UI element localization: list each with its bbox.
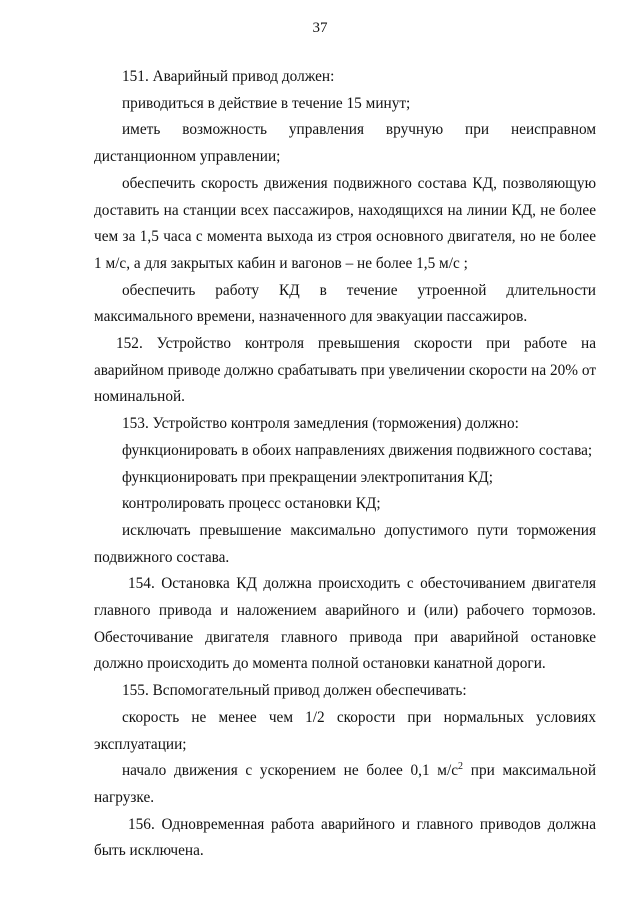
acceleration-text-start: начало движения с ускорением не более 0,1 м/с [122, 762, 459, 780]
paragraph-155-item-acceleration [94, 758, 596, 811]
paragraph-154: 154. Остановка КД должна происходить с обесточиванием двигателя главного привода и наложением аварийного и (или) рабочего тормозов. Обесточивание двигателя главного привода при аварийной остановке должно происходить до момента полной остановки канатной дороги. [94, 575, 596, 673]
acceleration-text-end: при максимальной нагрузке. [94, 762, 597, 806]
paragraph-152: 152. Устройство контроля превышения скорости при работе на аварийном приводе должно срабатывать при увеличении скорости на 20% от номинальной. [94, 335, 596, 406]
paragraph-156: 156. Одновременная работа аварийного и главного приводов должна быть исключена. [94, 815, 596, 860]
paragraph-153-item-braking-path: исключать превышение максимально допустимого пути торможения подвижного состава. [94, 521, 596, 566]
paragraph-153-heading: 153. Устройство контроля замедления (торможения) должно: [122, 415, 519, 433]
paragraph-153-item-stop-control: контролировать процесс остановки КД; [122, 495, 381, 513]
paragraph-153-item-power-loss: функционировать при прекращении электропитания КД; [122, 468, 493, 486]
paragraph-155-heading: 155. Вспомогательный привод должен обеспечивать: [122, 682, 467, 700]
paragraph-151-item-activation: приводиться в действие в течение 15 минут; [122, 94, 411, 112]
paragraph-151-item-speed: обеспечить скорость движения подвижного состава КД, позволяющую доставить на станции всех пассажиров, находящихся на линии КД, не более чем за 1,5 часа с момента выхода из строя основного двигателя, но не более 1 м/с, а для закрытых кабин и вагонов – не более 1,5 м/с ; [94, 174, 596, 272]
page-number: 37 [312, 20, 328, 36]
paragraph-155-item-speed: скорость не менее чем 1/2 скорости при нормальных условиях эксплуатации; [94, 708, 596, 753]
paragraph-151-item-manual-control: иметь возможность управления вручную при неисправном дистанционном управлении; [94, 121, 596, 166]
paragraph-153-item-directions: функционировать в обоих направлениях движения подвижного состава; [122, 441, 593, 459]
paragraph-151-item-duration: обеспечить работу КД в течение утроенной длительности максимального времени, назначенного для эвакуации пассажиров. [94, 281, 596, 326]
paragraph-151-heading: 151. Аварийный привод должен: [122, 68, 335, 85]
document-body [94, 64, 596, 865]
acceleration-superscript: 2 [458, 761, 464, 773]
